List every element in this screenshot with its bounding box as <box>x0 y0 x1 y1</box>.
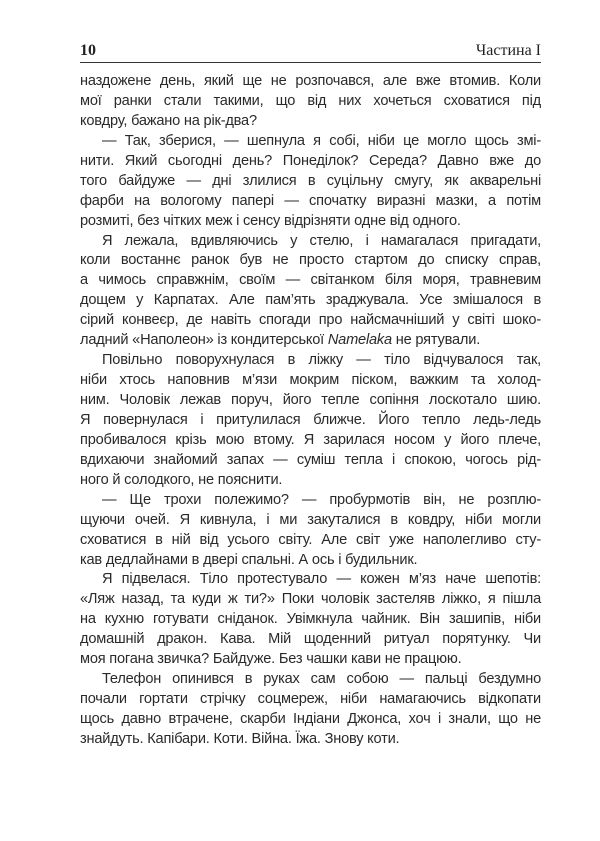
text-line: Я повернулася і притулилася ближче. Його тепло ледь-ледь <box>80 411 541 428</box>
text-line: нити. Який сьогодні день? Понеділок? Середа? Давно вже до <box>80 152 541 169</box>
text-line: ковдру, бажано на рік-два? <box>80 112 257 129</box>
text-line: ним. Чоловік лежав поруч, його тепле сопіння лоскотало шию. <box>80 392 541 408</box>
text-line: наздожене день, який ще не розпочався, але вже втомив. Коли <box>80 73 541 89</box>
text-line: щось давно втрачене, скарби Індіани Джонса, хоч і знали, що не <box>80 711 541 727</box>
text-line: вдихаючи знайомий запах — суміш тепла і спокою, чогось рід- <box>80 451 541 468</box>
text-line: пробивалося крізь мою втому. Я зарилася носом у його плече, <box>80 431 541 448</box>
text-line: домашній дракон. Кава. Мій щоденний ритуал порятунку. Чи <box>80 631 541 648</box>
text-line: моя погана звичка? Байдуже. Без чашки кави не працюю. <box>80 651 462 668</box>
text-line: Я лежала, вдивляючись у стелю, і намагалася пригадати, <box>102 232 541 249</box>
text-line: того байдуже — дні злилися в суцільну смугу, як акварельні <box>80 172 541 189</box>
text-line: ного й солодкого, не пояснити. <box>80 471 283 488</box>
text-line: щуючи очей. Я кивнула, і ми закуталися в ковдру, ніби могли <box>80 511 541 528</box>
paragraph <box>80 570 541 670</box>
text-line: ніби хтось наповнив м’язи мокрим піском, важким та холод- <box>80 372 541 389</box>
text-line: кав дедлайнами в двері спальні. А ось і будильник. <box>80 551 418 568</box>
paragraph <box>80 132 541 232</box>
text-line: почали гортати стрічку соцмереж, ніби намагаючись відкопати <box>80 691 541 708</box>
text-line: — Так, зберися, — шепнула я собі, ніби це могло щось змі- <box>102 132 541 149</box>
text-line: ладний «Наполеон» із кондитерської Namelaka не рятували. <box>80 332 481 349</box>
running-header <box>80 40 541 63</box>
page-number: 10 <box>80 42 96 59</box>
text-line: а чимось справжнім, своїм — світанком біля моря, травневим <box>80 272 541 289</box>
text-line: на кухню готувати сніданок. Увімкнула чайник. Він зашипів, ніби <box>80 611 541 628</box>
part-title: Частина I <box>475 42 541 59</box>
text-line: сірий конвеєр, де навіть спогади про найсмачніший у світі шоко- <box>80 312 541 329</box>
paragraph <box>80 232 541 352</box>
text-line: Я підвелася. Тіло протестувало — кожен м’яз наче шепотів: <box>102 571 541 588</box>
paragraph <box>80 491 541 571</box>
text-line: дощем у Карпатах. Але пам’ять зраджувала. Усе змішалося в <box>80 292 541 309</box>
text-line: сховатися в ній від усього світу. Але світ уже наполегливо сту- <box>80 531 541 548</box>
paragraph <box>80 351 541 491</box>
text-line: знайдуть. Капібари. Коти. Війна. Їжа. Знову коти. <box>80 730 400 747</box>
paragraph <box>80 670 541 750</box>
text-line: розмиті, без чітких меж і сенсу відрізняти одне від одного. <box>80 212 461 229</box>
paragraph <box>80 72 541 132</box>
text-line: — Ще трохи полежимо? — пробурмотів він, не розплю- <box>102 491 541 508</box>
text-line: «Ляж назад, та куди ж ти?» Поки чоловік застеляв ліжко, я пішла <box>80 591 541 608</box>
text-line: Телефон опинився в руках сам собою — пальці бездумно <box>102 671 541 688</box>
text-line: коли востаннє ранок був не просто стартом до списку справ, <box>80 252 541 269</box>
page-body-text <box>80 72 541 750</box>
text-line: Повільно поворухнулася в ліжку — тіло відчувалося так, <box>102 352 541 369</box>
text-line: фарби на вологому папері — спочатку виразні мазки, а потім <box>80 192 541 209</box>
text-line: мої ранки стали такими, що від них хочеться сховатися під <box>80 92 541 109</box>
